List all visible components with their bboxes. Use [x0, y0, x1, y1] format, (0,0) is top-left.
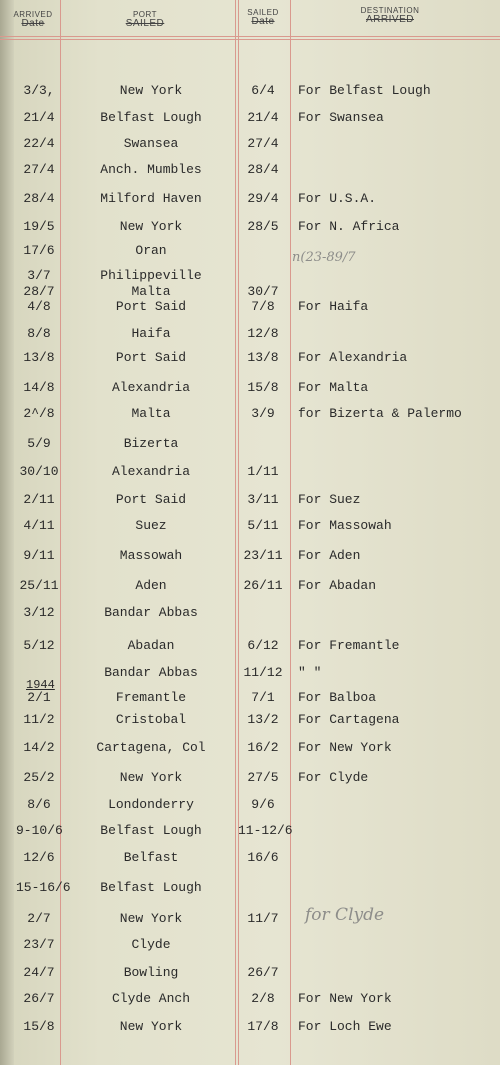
destination: For Aden — [298, 548, 361, 563]
destination: For Belfast Lough — [298, 83, 431, 98]
arrived-date: 15/8 — [23, 1019, 55, 1034]
sailed-date: 7/1 — [251, 690, 275, 705]
port-name: Suez — [135, 518, 167, 533]
port-name: New York — [119, 1019, 183, 1034]
pencil-note: n(23-89/7 — [292, 250, 356, 265]
arrived-date: 22/4 — [23, 136, 55, 151]
port-name: Milford Haven — [100, 191, 202, 206]
port-name: Swansea — [123, 136, 179, 151]
port-name: Bowling — [123, 965, 179, 980]
port-name: Oran — [135, 243, 167, 258]
arrived-date: 2^/8 — [23, 406, 55, 421]
table-row — [0, 83, 500, 111]
arrived-date: 9-10/6 — [16, 823, 63, 838]
table-row — [0, 937, 500, 965]
destination: For Cartagena — [298, 712, 400, 727]
port-name: Abadan — [127, 638, 175, 653]
arrived-date: 19/5 — [23, 219, 55, 234]
port-name: Massowah — [119, 548, 183, 563]
destination: " " — [298, 665, 322, 680]
sailed-date: 13/8 — [247, 350, 279, 365]
sailed-date: 27/4 — [247, 136, 279, 151]
sailed-date: 6/4 — [251, 83, 275, 98]
arrived-date: 14/8 — [23, 380, 55, 395]
header-sailed: SAILED Date — [247, 8, 279, 27]
destination: For Haifa — [298, 299, 369, 314]
port-name: Fremantle — [115, 690, 187, 705]
sailed-date: 28/4 — [247, 162, 279, 177]
arrived-date: 4/11 — [23, 518, 55, 533]
sailed-date: 5/11 — [247, 518, 279, 533]
sailed-date: 13/2 — [247, 712, 279, 727]
destination: For Abadan — [298, 578, 377, 593]
sailed-date: 2/8 — [251, 991, 275, 1006]
arrived-date: 3/7 — [27, 268, 51, 283]
destination: For Clyde — [298, 770, 369, 785]
arrived-date: 8/8 — [27, 326, 51, 341]
sailed-date: 11-12/6 — [238, 823, 293, 838]
table-row — [0, 991, 500, 1019]
destination: For N. Africa — [298, 219, 400, 234]
port-name: Malta — [131, 406, 171, 421]
arrived-date: 28/4 — [23, 191, 55, 206]
sailed-date: 16/2 — [247, 740, 279, 755]
table-row — [0, 740, 500, 768]
arrived-date: 8/6 — [27, 797, 51, 812]
destination: For Loch Ewe — [298, 1019, 392, 1034]
port-name: Cristobal — [115, 712, 187, 727]
sailed-date: 21/4 — [247, 110, 279, 125]
sailed-date: 23/11 — [243, 548, 283, 563]
sailed-date: 30/7 — [247, 284, 279, 299]
arrived-date: 4/8 — [27, 299, 51, 314]
port-name: New York — [119, 219, 183, 234]
arrived-date: 14/2 — [23, 740, 55, 755]
arrived-date: 5/9 — [27, 436, 51, 451]
sailed-date: 3/9 — [251, 406, 275, 421]
destination: For Malta — [298, 380, 369, 395]
sailed-date: 9/6 — [251, 797, 275, 812]
arrived-date: 23/7 — [23, 937, 55, 952]
arrived-date: 13/8 — [23, 350, 55, 365]
header-rule — [0, 36, 500, 37]
destination: For Alexandria — [298, 350, 408, 365]
table-row — [0, 110, 500, 138]
arrived-date: 5/12 — [23, 638, 55, 653]
port-name: Londonderry — [108, 797, 194, 812]
port-name: Belfast Lough — [100, 110, 202, 125]
table-row — [0, 797, 500, 825]
port-name: Bandar Abbas — [104, 665, 198, 680]
port-name: Anch. Mumbles — [100, 162, 202, 177]
sailed-date: 7/8 — [251, 299, 275, 314]
table-row — [0, 350, 500, 378]
sailed-date: 17/8 — [247, 1019, 279, 1034]
table-row — [0, 638, 500, 666]
port-name: Clyde — [131, 937, 171, 952]
destination: For Fremantle — [298, 638, 400, 653]
arrived-date: 9/11 — [23, 548, 55, 563]
sailed-date: 3/11 — [247, 492, 279, 507]
table-row — [0, 965, 500, 993]
arrived-date: 25/11 — [19, 578, 59, 593]
port-name: Port Said — [115, 350, 187, 365]
port-name: Bandar Abbas — [104, 605, 198, 620]
destination: For Suez — [298, 492, 361, 507]
header-destination: DESTINATION ARRIVED — [360, 6, 420, 25]
port-name: Alexandria — [111, 380, 190, 395]
sailed-date: 12/8 — [247, 326, 279, 341]
sailed-date: 29/4 — [247, 191, 279, 206]
port-name: Cartagena, Col — [96, 740, 206, 755]
header-rule-2 — [0, 39, 500, 40]
arrived-date: 2/1 — [27, 690, 51, 705]
destination: For New York — [298, 740, 392, 755]
header-arrived: ARRIVED Date — [13, 10, 53, 29]
destination: For Balboa — [298, 690, 377, 705]
header-port: PORT SAILED — [125, 10, 165, 29]
port-name: Belfast Lough — [100, 823, 202, 838]
sailed-date: 15/8 — [247, 380, 279, 395]
table-row — [0, 880, 500, 908]
port-name: Port Said — [115, 299, 187, 314]
sailed-date: 1/11 — [247, 464, 279, 479]
destination: for Bizerta & Palermo — [298, 406, 462, 421]
year-note: 1944 — [26, 678, 55, 692]
arrived-date: 3/12 — [23, 605, 55, 620]
table-row — [0, 823, 500, 851]
table-row — [0, 492, 500, 520]
table-row — [0, 406, 500, 434]
arrived-date: 17/6 — [23, 243, 55, 258]
arrived-date: 11/2 — [23, 712, 55, 727]
destination: For U.S.A. — [298, 191, 377, 206]
arrived-date: 3/3, — [23, 83, 55, 98]
table-row — [0, 162, 500, 190]
port-name: Haifa — [131, 326, 171, 341]
destination: For New York — [298, 991, 392, 1006]
table-row — [0, 136, 500, 164]
table-row — [0, 1019, 500, 1047]
table-row — [0, 464, 500, 492]
destination: For Swansea — [298, 110, 384, 125]
port-name: Malta — [131, 284, 171, 299]
table-row — [0, 850, 500, 878]
sailed-date: 11/7 — [247, 911, 279, 926]
arrived-date: 26/7 — [23, 991, 55, 1006]
table-row — [0, 712, 500, 740]
port-name: Bizerta — [123, 436, 179, 451]
arrived-date: 21/4 — [23, 110, 55, 125]
sailed-date: 6/12 — [247, 638, 279, 653]
table-row — [0, 518, 500, 546]
port-name: New York — [119, 83, 183, 98]
destination: For Massowah — [298, 518, 392, 533]
arrived-date: 2/7 — [27, 911, 51, 926]
table-row — [0, 665, 500, 693]
table-row — [0, 605, 500, 633]
table-row — [0, 770, 500, 798]
port-name: Alexandria — [111, 464, 190, 479]
table-row — [0, 299, 500, 327]
arrived-date: 15-16/6 — [16, 880, 71, 895]
arrived-date: 28/7 — [23, 284, 55, 299]
handwritten-destination: for Clyde — [305, 905, 385, 925]
port-name: Aden — [135, 578, 167, 593]
arrived-date: 2/11 — [23, 492, 55, 507]
table-row — [0, 548, 500, 576]
port-name: Port Said — [115, 492, 187, 507]
table-row — [0, 911, 500, 939]
port-name: Clyde Anch — [111, 991, 190, 1006]
table-row — [0, 191, 500, 219]
table-row — [0, 436, 500, 464]
sailed-date: 16/6 — [247, 850, 279, 865]
sailed-date: 26/7 — [247, 965, 279, 980]
sailed-date: 27/5 — [247, 770, 279, 785]
port-name: New York — [119, 911, 183, 926]
port-name: Belfast — [123, 850, 179, 865]
arrived-date: 30/10 — [19, 464, 59, 479]
port-name: New York — [119, 770, 183, 785]
port-name: Belfast Lough — [100, 880, 202, 895]
sailed-date: 26/11 — [243, 578, 283, 593]
table-row — [0, 243, 500, 271]
arrived-date: 24/7 — [23, 965, 55, 980]
sailed-date: 11/12 — [243, 665, 283, 680]
table-row — [0, 578, 500, 606]
arrived-date: 27/4 — [23, 162, 55, 177]
sailed-date: 28/5 — [247, 219, 279, 234]
table-row — [0, 380, 500, 408]
arrived-date: 25/2 — [23, 770, 55, 785]
port-name: Philippeville — [100, 268, 202, 283]
arrived-date: 12/6 — [23, 850, 55, 865]
